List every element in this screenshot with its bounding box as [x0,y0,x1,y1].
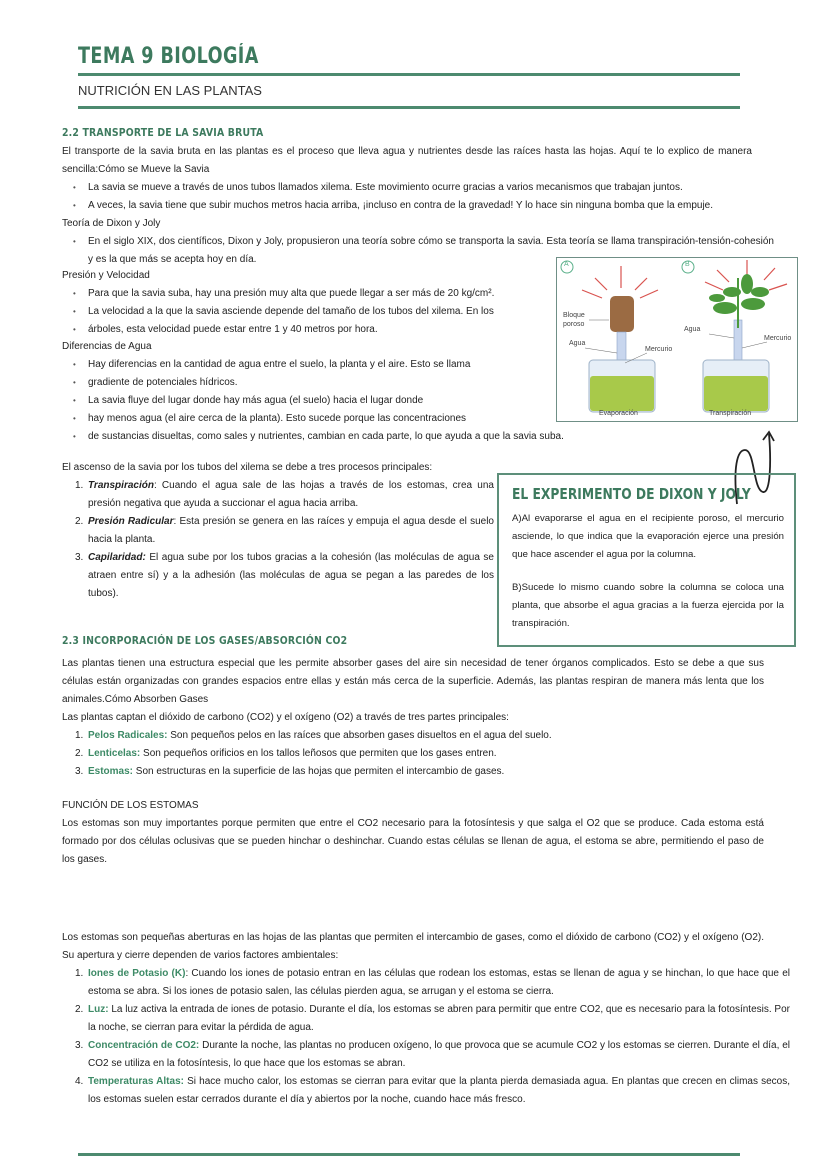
experiment-b: B)Sucede lo mismo cuando sobre la columna se coloca una planta, que absorbe el agua gracias a la fuerza ejercida por la transpiración. [512,582,784,629]
theory-label: Teoría de Dixon y Joly [62,218,161,229]
list-item: 2. Luz: La luz activa la entrada de iones de potasio. Durante el día, los estomas se abren para permitir que entre CO2, que es necesario para la fotosíntesis. Por la noche, se cierran para evitar la pérdida de agua. [75,1004,790,1033]
factors-list [62,965,790,1109]
list-item: • Hay diferencias en la cantidad de agua entre el suelo, la planta y el aire. Esto se llama [88,356,568,374]
list-item: • árboles, esta velocidad puede estar entre 1 y 40 metros por hora. [88,321,568,339]
section-heading-2-2: 2.2 TRANSPORTE DE LA SAVIA BRUTA [62,126,264,139]
footer-divider [78,1153,740,1156]
section-heading-2-3: 2.3 INCORPORACIÓN DE LOS GASES/ABSORCIÓN CO2 [62,634,348,647]
list-item: 1. Transpiración: Cuando el agua sale de las hojas a través de los estomas, crea una presión negativa que ayuda a succionar el agua hacia arriba. [75,480,494,509]
savia-list [62,179,778,215]
list-item: • hay menos agua (el aire cerca de la planta). Esto sucede porque las concentraciones [88,410,568,428]
list-item: • La savia se mueve a través de unos tubos llamados xilema. Este movimiento ocurre gracias a varios mecanismos que trabajan juntos. [88,179,778,197]
caption-transpiracion: Transpiración [709,410,752,417]
capture-text: Las plantas captan el dióxido de carbono (CO2) y el oxígeno (O2) a través de tres partes principales: [62,712,509,723]
factors-intro: Los estomas son pequeñas aberturas en las hojas de las plantas que permiten el intercambio de gases, como el dióxido de carbono (CO2) y el oxígeno (O2). Su apertura y cierre dependen de varios factores ambientales: [62,932,764,961]
list-item: 2. Presión Radicular: Esta presión se genera en las raíces y empuja el agua desde el suelo hacia la planta. [75,516,494,545]
list-item: • En el siglo XIX, dos científicos, Dixon y Joly, propusieron una teoría sobre cómo se transporta la savia. Esta teoría se llama transpiración-tensión-cohesión y es la que más se acepta hoy en día. [88,233,774,269]
agua-label-b: Agua [684,326,701,333]
list-item: • Para que la savia suba, hay una presión muy alta que puede llegar a ser más de 20 kg/cm². [88,285,568,303]
experiment-title: EL EXPERIMENTO DE DIXON Y JOLY [512,485,751,503]
label-b: B [685,261,690,268]
gases-intro: Las plantas tienen una estructura especial que les permite absorber gases del aire sin necesidad de tener órganos complicados. Esto se debe a que sus células están organizadas con grandes espacios entre ellas y están más cerca de la superficie. Además, las plantas respiran de manera más lenta que los animales.Cómo Absorben Gases [62,658,764,705]
experiment-illustration [557,258,797,421]
water-list [62,356,568,446]
list-item: 1. Pelos Radicales: Son pequeños pelos en las raíces que absorben gases disueltos en el agua del suelo. [75,730,552,741]
agua-label-a: Agua [569,340,586,347]
list-item: • La velocidad a la que la savia asciende depende del tamaño de los tubos del xilema. En los [88,303,568,321]
list-item: 3. Capilaridad: El agua sube por los tubos gracias a la cohesión (las moléculas de agua se atraen entre sí) y a la adhesión (las moléculas de agua se pegan a las paredes de los tubos). [75,552,494,599]
caption-evaporacion: Evaporación [599,410,638,417]
stomata-heading: FUNCIÓN DE LOS ESTOMAS [62,800,199,811]
parts-list [62,727,788,781]
list-item: 3. Concentración de CO2: Durante la noche, las plantas no producen oxígeno, lo que provoca que se acumule CO2 y los estomas se cierren. Durante el día, el CO2 se utiliza en la fotosíntesis, lo que hace que los estomas se abran. [75,1040,790,1069]
list-item: 1. Iones de Potasio (K): Cuando los iones de potasio entran en las células que rodean los estomas, estas se llenan de agua y se hinchan, lo que hace que el estoma se abra. Si los iones de potasio salen, las células pierden agua, se arrugan y el estoma se cierra. [75,968,790,997]
pressure-list [62,285,568,339]
bloque-label: Bloque [563,312,585,319]
intro-paragraph: El transporte de la savia bruta en las plantas es el proceso que lleva agua y nutrientes desde las raíces hasta las hojas. Aquí te lo explico de manera sencilla:Cómo se Mueve la Savia [62,146,752,175]
list-item: • A veces, la savia tiene que subir muchos metros hacia arriba, ¡incluso en contra de la gravedad! Y lo hace sin ninguna bomba que la empuje. [88,197,778,215]
experiment-box [497,473,796,647]
page-subtitle: NUTRICIÓN EN LAS PLANTAS [78,83,262,98]
water-label: Diferencias de Agua [62,341,152,352]
label-a: A [564,261,569,268]
divider [78,106,740,109]
divider [78,73,740,76]
list-item: • de sustancias disueltas, como sales y nutrientes, cambian en cada parte, lo que ayuda a que la savia suba. [88,428,568,446]
mercurio-label-b: Mercurio [764,335,792,342]
mercurio-label-a: Mercurio [645,346,673,353]
list-item: • La savia fluye del lugar donde hay más agua (el suelo) hacia el lugar donde [88,392,568,410]
page-title: TEMA 9 BIOLOGÍA [78,44,259,69]
poroso-label: poroso [563,321,585,328]
list-item: • gradiente de potenciales hídricos. [88,374,568,392]
list-item: 3. Estomas: Son estructuras en la superficie de las hojas que permiten el intercambio de gases. [75,766,505,777]
process-list [62,477,494,603]
stomata-paragraph: Los estomas son muy importantes porque permiten que entre el CO2 necesario para la fotosíntesis y que salga el O2 que se produce. Cada estoma está formado por dos células oclusivas que se pueden hinchar o deshinchar. Cuando estas células se llenan de agua, el estoma se abre, permitiendo el paso de los gases. [62,818,764,865]
list-item: 4. Temperaturas Altas: Si hace mucho calor, los estomas se cierran para evitar que la planta pierda demasiada agua. En plantas que crecen en climas secos, los estomas suelen estar cerrados durante el día y abiertos por la noche, cuando hace más fresco. [75,1076,791,1105]
experiment-a: A)Al evaporarse el agua en el recipiente poroso, el mercurio asciende, lo que indica que la evaporación ejerce una presión que hace ascender el agua por la columna. [512,513,784,560]
list-item: 2. Lenticelas: Son pequeños orificios en los tallos leñosos que permiten que los gases entren. [75,748,497,759]
pressure-label: Presión y Velocidad [62,270,150,281]
ascent-intro: El ascenso de la savia por los tubos del xilema se debe a tres procesos principales: [62,462,433,473]
dixon-joly-figure [556,257,798,422]
